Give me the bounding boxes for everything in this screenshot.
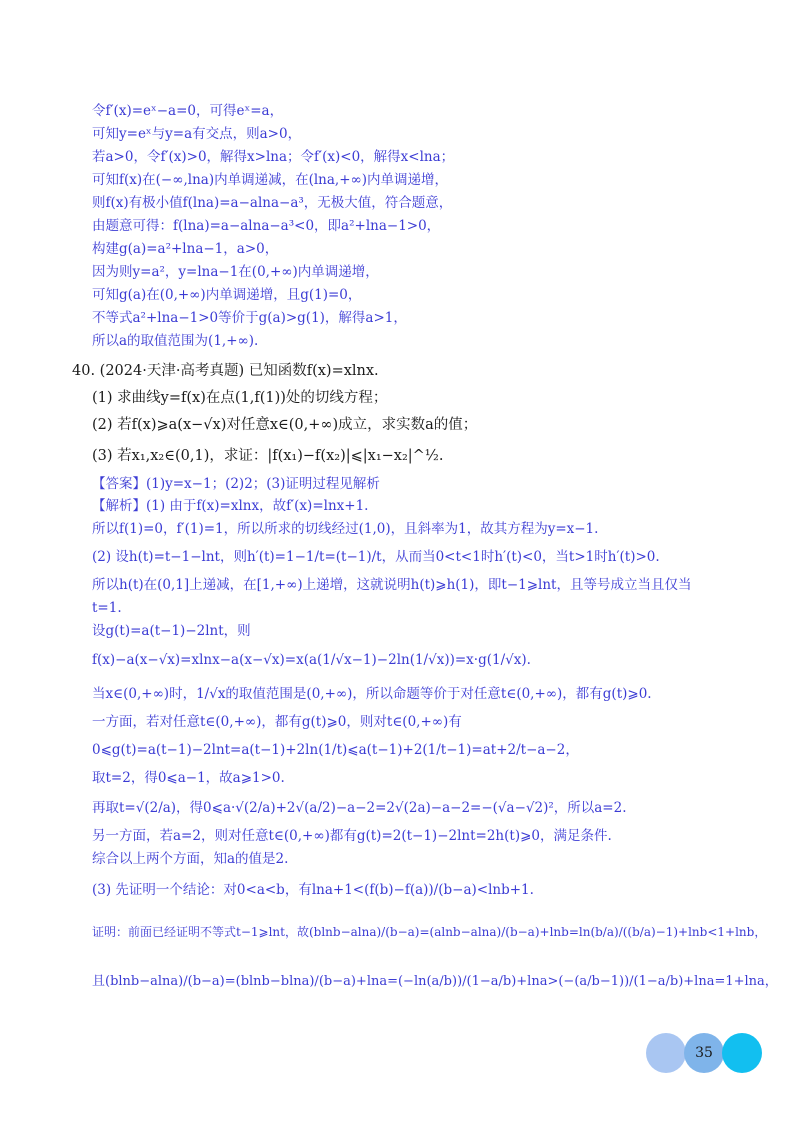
solution-line: 可知f(x)在(−∞,lna)内单调递减，在(lna,+∞)内单调递增， <box>92 172 449 188</box>
analysis-line <box>92 496 368 516</box>
question-title: 40. (2024·天津·高考真题) 已知函数f(x)=xlnx. <box>72 363 379 379</box>
page-number: 35 <box>695 1045 713 1061</box>
solution-line: 由题意可得：f(lna)=a−alna−a³<0，即a²+lna−1>0， <box>92 218 441 234</box>
question-part-3: (3) 若x₁,x₂∈(0,1)，求证：|f(x₁)−f(x₂)|⩽|x₁−x₂|^½. <box>92 448 444 464</box>
analysis-line: 取t=2，得0⩽a−1，故a⩾1>0. <box>92 770 285 786</box>
analysis-line: 一方面，若对任意t∈(0,+∞)，都有g(t)⩾0，则对t∈(0,+∞)有 <box>92 714 462 730</box>
analysis-tag: 【解析】 <box>92 498 146 514</box>
analysis-line: 所以f(1)=0，f′(1)=1，所以所求的切线经过(1,0)，且斜率为1，故其方程为y=x−1. <box>92 521 599 537</box>
solution-line: 不等式a²+lna−1>0等价于g(a)>g(1)，解得a>1， <box>92 310 407 326</box>
solution-line: 则f(x)有极小值f(lna)=a−alna−a³，无极大值，符合题意， <box>92 195 453 211</box>
analysis-line: t=1. <box>92 600 122 616</box>
analysis-line: 综合以上两个方面，知a的值是2. <box>92 851 289 867</box>
badge-circle-left <box>646 1033 686 1073</box>
badge-circle-right <box>722 1033 762 1073</box>
analysis-line: (3) 先证明一个结论：对0<a<b，有lna+1<(f(b)−f(a))/(b−a)<lnb+1. <box>92 882 534 898</box>
analysis-line: 且(blnb−alna)/(b−a)=(blnb−blna)/(b−a)+lna=(−ln(a/b))/(1−a/b)+lna>(−(a/b−1))/(1−a/b)+lna=1+lna， <box>92 974 778 989</box>
analysis-line: 设g(t)=a(t−1)−2lnt，则 <box>92 623 251 639</box>
solution-line: 可知y=eˣ与y=a有交点，则a>0， <box>92 126 302 142</box>
analysis-line: 证明：前面已经证明不等式t−1⩾lnt，故(blnb−alna)/(b−a)=(alnb−alna)/(b−a)+lnb=ln(b/a)/((b/a)−1)+lnb<1+lnb， <box>92 925 767 939</box>
solution-line: 因为则y=a²，y=lna−1在(0,+∞)内单调递增， <box>92 264 379 280</box>
question-part-1: (1) 求曲线y=f(x)在点(1,f(1))处的切线方程； <box>92 390 388 406</box>
solution-line: 所以a的取值范围为(1,+∞). <box>92 333 259 349</box>
analysis-line: 所以h(t)在(0,1]上递减，在[1,+∞)上递增，这就说明h(t)⩾h(1)，即t−1⩾lnt，且等号成立当且仅当 <box>92 577 692 593</box>
solution-line: 若a>0，令f′(x)>0，解得x>lna；令f′(x)<0，解得x<lna； <box>92 149 455 165</box>
question-part-2: (2) 若f(x)⩾a(x−√x)对任意x∈(0,+∞)成立，求实数a的值； <box>92 417 478 433</box>
answer-tag: 【答案】 <box>92 476 146 492</box>
analysis-text: (1) 由于f(x)=xlnx，故f′(x)=lnx+1. <box>146 498 369 514</box>
answer-line <box>92 474 380 494</box>
answer-text: (1)y=x−1；(2)2；(3)证明过程见解析 <box>146 476 380 492</box>
solution-line: 构建g(a)=a²+lna−1，a>0， <box>92 241 279 257</box>
analysis-line: 另一方面，若a=2，则对任意t∈(0,+∞)都有g(t)=2(t−1)−2lnt=2h(t)⩾0，满足条件. <box>92 828 612 844</box>
analysis-line: 再取t=√(2/a)，得0⩽a·√(2/a)+2√(a/2)−a−2=2√(2a)−a−2=−(√a−√2)²，所以a=2. <box>92 800 627 816</box>
analysis-line: f(x)−a(x−√x)=xlnx−a(x−√x)=x(a(1/√x−1)−2ln(1/√x))=x·g(1/√x). <box>92 652 531 668</box>
analysis-line: (2) 设h(t)=t−1−lnt，则h′(t)=1−1/t=(t−1)/t，从而当0<t<1时h′(t)<0，当t>1时h′(t)>0. <box>92 549 660 565</box>
solution-line: 可知g(a)在(0,+∞)内单调递增，且g(1)=0， <box>92 287 362 303</box>
analysis-line: 当x∈(0,+∞)时，1/√x的取值范围是(0,+∞)，所以命题等价于对任意t∈(0,+∞)，都有g(t)⩾0. <box>92 686 652 702</box>
page-number-badge <box>646 1033 762 1075</box>
analysis-line: 0⩽g(t)=a(t−1)−2lnt=a(t−1)+2ln(1/t)⩽a(t−1)+2(1/t−1)=at+2/t−a−2， <box>92 742 579 758</box>
solution-line: 令f′(x)=eˣ−a=0，可得eˣ=a， <box>92 103 284 119</box>
